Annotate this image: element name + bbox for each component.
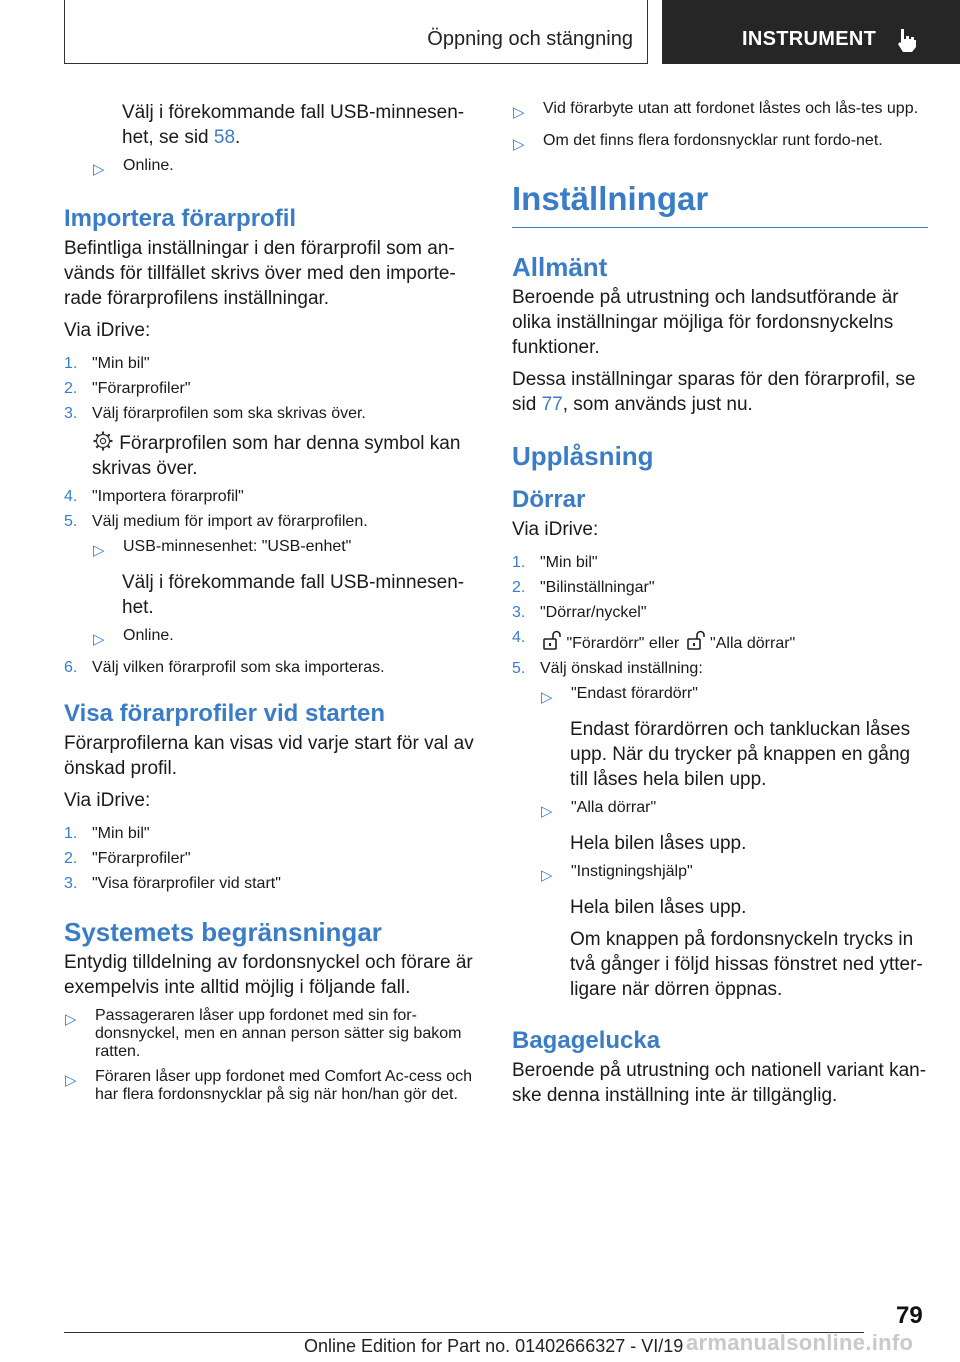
list-item: 2. "Förarprofiler" (64, 850, 191, 867)
list-item: 5. Välj medium för import av förarprofilen. (64, 513, 368, 530)
chapter-title: INSTRUMENT (742, 28, 877, 50)
doors-heading: Dörrar (512, 486, 586, 513)
settings-heading-block (512, 179, 928, 228)
general-paragraph-2: Dessa inställningar sparas för den förarprofil, se sid 77, som används just nu. (512, 369, 916, 415)
bullet-triangle-icon: ▷ (93, 631, 105, 648)
list-item: 4. "Förardörr" eller "Alla dörrar" (512, 629, 796, 652)
page-number: 79 (896, 1302, 923, 1329)
import-heading: Importera förarprofil (64, 205, 297, 232)
limits-heading: Systemets begränsningar (64, 917, 382, 947)
list-item: ▷ Online. (64, 627, 482, 652)
list-item: 3. Välj förarprofilen som ska skrivas över. (64, 405, 366, 422)
general-paragraph-1: Beroende på utrustning och landsutförande är olika inställningar möjliga för fordonsnyckelns funktioner. (512, 287, 899, 358)
gear-icon (92, 430, 114, 452)
settings-heading: Inställningar (512, 180, 709, 217)
show-profiles-heading: Visa förarprofiler vid starten (64, 700, 385, 727)
symbol-note: Förarprofilen som har denna symbol kan skrivas över. (64, 430, 482, 481)
left-column (64, 100, 482, 1104)
list-item: ▷ Om det finns flera fordonsnycklar runt fordo-net. (512, 132, 928, 157)
trunk-paragraph: Beroende på utrustning och nationell variant kan-ske denna inställning inte är tillgänglig. (512, 1060, 927, 1106)
import-steps-continued (64, 488, 482, 531)
bullet-triangle-icon: ▷ (93, 161, 105, 178)
via-idrive-label: Via iDrive: (512, 519, 599, 540)
list-item: 4. "Importera förarprofil" (64, 488, 244, 505)
via-idrive-label: Via iDrive: (64, 790, 151, 811)
list-item: 2. "Bilinställningar" (512, 579, 655, 596)
list-item: 2. "Förarprofiler" (64, 380, 191, 397)
watermark: armanualsonline.info (686, 1330, 914, 1355)
option-description: Hela bilen låses upp. (570, 833, 747, 854)
import-steps (64, 355, 482, 423)
bullet-triangle-icon: ▷ (65, 1072, 77, 1089)
limits-paragraph: Entydig tilldelning av fordonsnyckel och förare är exempelvis inte alltid möjlig i följande fall. (64, 952, 473, 998)
list-item: 5. Välj önskad inställning: (512, 660, 703, 677)
bullet-triangle-icon: ▷ (541, 689, 553, 706)
unlock-icon (684, 629, 706, 651)
list-item: 1. "Min bil" (512, 554, 598, 571)
list-item: 1. "Min bil" (64, 825, 150, 842)
list-item: ▷ Online. (64, 157, 482, 182)
door-steps (512, 554, 928, 678)
header-section-tab (64, 0, 648, 64)
via-idrive-label: Via iDrive: (64, 320, 151, 341)
pointing-hand-icon (895, 27, 919, 53)
bullet-triangle-icon: ▷ (513, 104, 525, 121)
list-item: 3. "Dörrar/nyckel" (512, 604, 647, 621)
unlock-heading: Upplåsning (512, 441, 654, 471)
show-steps (64, 825, 482, 893)
list-item: ▷ "Endast förardörr" (512, 685, 928, 710)
list-item: 1. "Min bil" (64, 355, 150, 372)
bullet-triangle-icon: ▷ (513, 136, 525, 153)
list-item: ▷ "Alla dörrar" (512, 799, 928, 824)
show-profiles-paragraph: Förarprofilerna kan visas vid varje start för val av önskad profil. (64, 733, 474, 779)
usb-note: Välj i förekommande fall USB-minnesen-het. (122, 572, 465, 618)
right-column (512, 100, 928, 1108)
import-paragraph: Befintliga inställningar i den förarprofil som an-vänds för tillfället skrivs över med den importe-rade förarprofilens inställningar. (64, 238, 456, 309)
list-item: ▷ Passageraren låser upp fordonet med sin for-donsnyckel, men en annan person sätter sig bakom ratten. (65, 1007, 462, 1060)
list-item: ▷ Vid förarbyte utan att fordonet låstes och lås-tes upp. (512, 100, 928, 125)
option-description: Endast förardörren och tankluckan låses upp. När du trycker på knappen en gång till låses hela bilen upp. (570, 719, 911, 790)
bullet-triangle-icon: ▷ (541, 867, 553, 884)
list-item: ▷ USB-minnesenhet: "USB-enhet" (64, 538, 482, 563)
list-item: 3. "Visa förarprofiler vid start" (64, 875, 281, 892)
list-item: ▷ "Instigningshjälp" (512, 863, 928, 888)
bullet-triangle-icon: ▷ (65, 1011, 77, 1028)
trunk-heading: Bagagelucka (512, 1027, 661, 1054)
bullet-triangle-icon: ▷ (541, 803, 553, 820)
usb-note-top: Välj i förekommande fall USB-minnesen-het, se sid 58. (122, 102, 465, 148)
page-link-77[interactable]: 77 (541, 394, 563, 415)
unlock-icon (540, 629, 562, 651)
footer-edition: Online Edition for Part no. 01402666327 - VI/19 (304, 1336, 684, 1356)
list-item: 6. Välj vilken förarprofil som ska importeras. (64, 659, 385, 676)
list-item: ▷ Föraren låser upp fordonet med Comfort Ac-cess och har flera fordonsnycklar på sig när hon/han gör det. (65, 1068, 473, 1103)
page-link-58[interactable]: 58 (213, 127, 236, 148)
section-title: Öppning och stängning (427, 28, 633, 50)
bullet-triangle-icon: ▷ (93, 542, 105, 559)
general-heading: Allmänt (512, 252, 608, 282)
option-description: Hela bilen låses upp. Om knappen på fordonsnyckeln trycks in två gånger i följd hissas fönstret ned ytter-ligare när dörren öppnas. (570, 897, 923, 1000)
